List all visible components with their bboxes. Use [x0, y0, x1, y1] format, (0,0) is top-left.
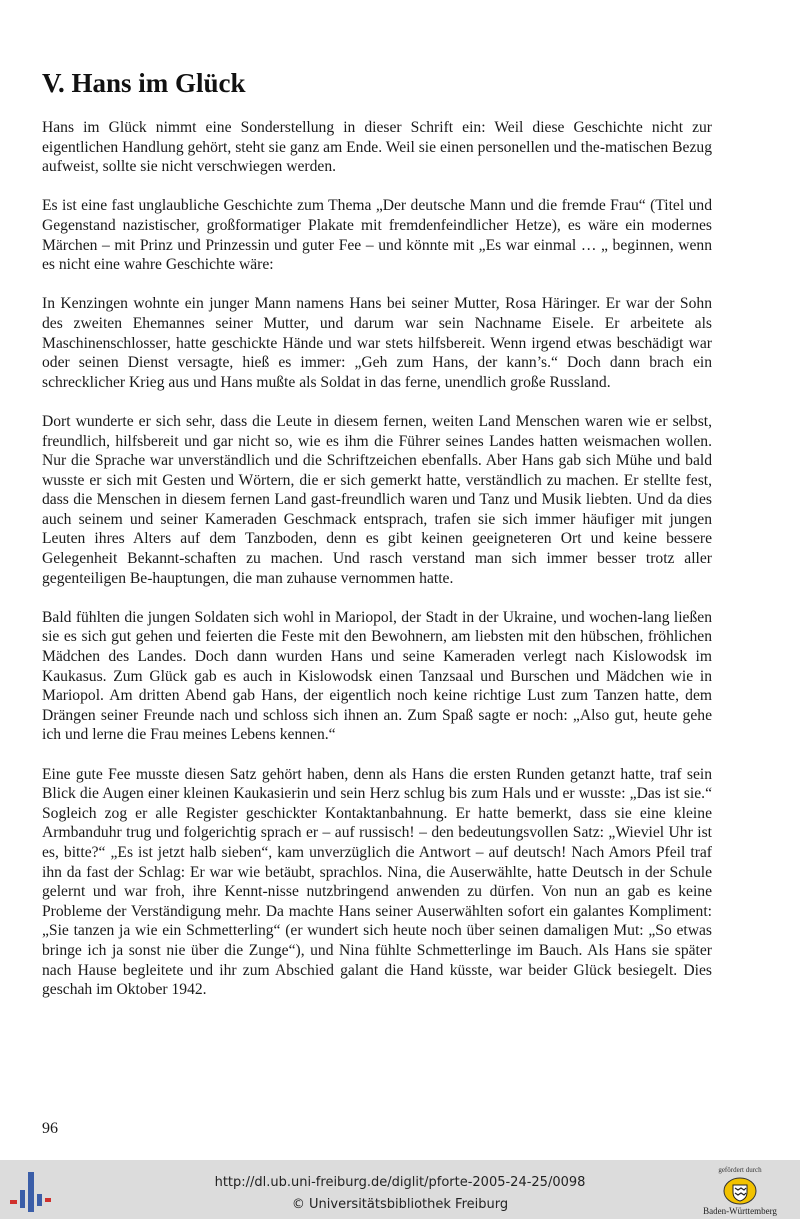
- paragraph-3: In Kenzingen wohnte ein junger Mann namens Hans bei seiner Mutter, Rosa Häringer. Er war der Sohn des zweiten Ehemannes seiner Mutter, und darum war sein Nachname Eisele. Er arbeitete als Maschinenschlosser, hatte geschickte Hände und war stets hilfsbereit. Wenn irgend etwas beschädigt war oder seinen Dienst versagte, hieß es immer: „Geh zum Hans, der kann’s.“ Doch dann brach ein schrecklicher Krieg aus und Hans mußte als Soldat in das ferne, unendlich große Russland.: [42, 295, 712, 391]
- footer-url-link[interactable]: http://dl.ub.uni-freiburg.de/diglit/pforte-2005-24-25/0098: [214, 1175, 586, 1190]
- chapter-heading: V. Hans im Glück: [42, 68, 246, 98]
- paragraph-2: Es ist eine fast unglaubliche Geschichte zum Thema „Der deutsche Mann und die fremde Frau“ (Titel und Gegenstand nazistischer, großformatiger Plakate mit fremdenfeindlicher Hetze), es wäre ein modernes Märchen – mit Prinz und Prinzessin und guter Fee – und könnte mit „Es war einmal … „ beginnen, wenn es nicht eine wahre Geschichte wäre:: [42, 197, 712, 274]
- footer-bar: [0, 1160, 800, 1219]
- footer-copyright: © Universitätsbibliothek Freiburg: [291, 1197, 509, 1212]
- sponsor-name: Baden-Württemberg: [703, 1206, 777, 1216]
- paragraph-4: Dort wunderte er sich sehr, dass die Leute in diesem fernen, weiten Land Menschen waren wie er selbst, freundlich, hilfsbereit und gar nicht so, wie es ihm die Führer seines Landes hatten weismachen wollen. Nur die Sprache war unverständlich und die Schriftzeichen ebenfalls. Aber Hans gab sich Mühe und bald wusste er sich mit Gesten und Wörtern, die er sich gemerkt hatte, verständlich zu machen. Er stellte fest, dass die Menschen in diesem fernen Land gast-freundlich waren und Tanz und Musik liebten. Und da dies auch seinem und seiner Kameraden Geschmack entsprach, trafen sie sich immer häufiger mit jungen Leuten ihres Alters auf dem Tanzboden, denn es gibt keinen geeigneteren Ort und keine bessere Gelegenheit Bekannt-schaften zu machen. Und rasch verstand man sich immer besser trotz aller gegenteiligen Be-hauptungen, die man zuhause vernommen hatte.: [42, 412, 712, 587]
- sponsor-label: gefördert durch: [718, 1166, 762, 1174]
- baden-wuerttemberg-crest-icon: [722, 1176, 758, 1206]
- sponsor-logo: [690, 1166, 800, 1219]
- paragraph-5: Bald fühlten die jungen Soldaten sich wohl in Mariopol, der Stadt in der Ukraine, und wochen-lang ließen sie es sich gut gehen und feierten die Feste mit den Bewohnern, am liebsten mit den hübschen, fröhlichen Mädchen des Landes. Doch dann wurden Hans und seine Kameraden verlegt nach Kislowodsk im Kaukasus. Zum Glück gab es auch in Kislowodsk einen Tanzsaal und Burschen und Mädchen wie in Mariopol. Am dritten Abend gab Hans, der eigentlich noch keine richtige Lust zum Tanzen hatte, dem Drängen seiner Freunde nach und schloss sich ihnen an. Zum Spaß sagte er noch: „Also gut, heute gehe ich und lerne die Frau meines Lebens kennen.“: [42, 608, 712, 744]
- paragraph-1: Hans im Glück nimmt eine Sonderstellung in dieser Schrift ein: Weil diese Geschichte nicht zur eigentlichen Handlung gehört, steht sie ganz am Ende. Weil sie einen personellen und the-matischen Bezug aufweist, sollte sie nicht verschwiegen werden.: [42, 119, 712, 176]
- paragraph-6: Eine gute Fee musste diesen Satz gehört haben, denn als Hans die ersten Runden getanzt hatte, traf sein Blick die Augen einer kleinen Kaukasierin und sein Herz schlug bis zum Hals und er wusste: „Das ist sie.“ Sogleich zog er alle Register geschickter Kontaktanbahnung. Er hatte bemerkt, dass sie eine kleine Armbanduhr trug und folgerichtig sprach er – auf russisch! – den bedeutungsvollen Satz: „Wieviel Uhr ist es, bitte?“ „Es ist jetzt halb sieben“, kam unverzüglich die Antwort – auf deutsch! Nach Amors Pfeil traf ihn da fast der Schlag: Er war wie betäubt, sprachlos. Nina, die Auserwählte, hatte Deutsch in der Schule gelernt und war froh, ihre Kennt-nisse nutzbringend anwenden zu dürfen. Von nun an gab es keine Probleme der Verständigung mehr. Da machte Hans seiner Auserwählten sofort ein galantes Kompliment: „Sie tanzen ja wie ein Schmetterling“ (er wundert sich heute noch über seinen damaligen Mut: „So etwas bringe ich ja sonst nie über die Zunge“), und Nina fühlte Schmetterlinge im Bauch. Als Hans sie später nach Hause begleitete und ihr zum Abschied galant die Hand küsste, war beider Glück besiegelt. Dies geschah im Oktober 1942.: [42, 765, 712, 999]
- page-number: 96: [42, 1120, 58, 1137]
- body-text: [42, 118, 712, 1019]
